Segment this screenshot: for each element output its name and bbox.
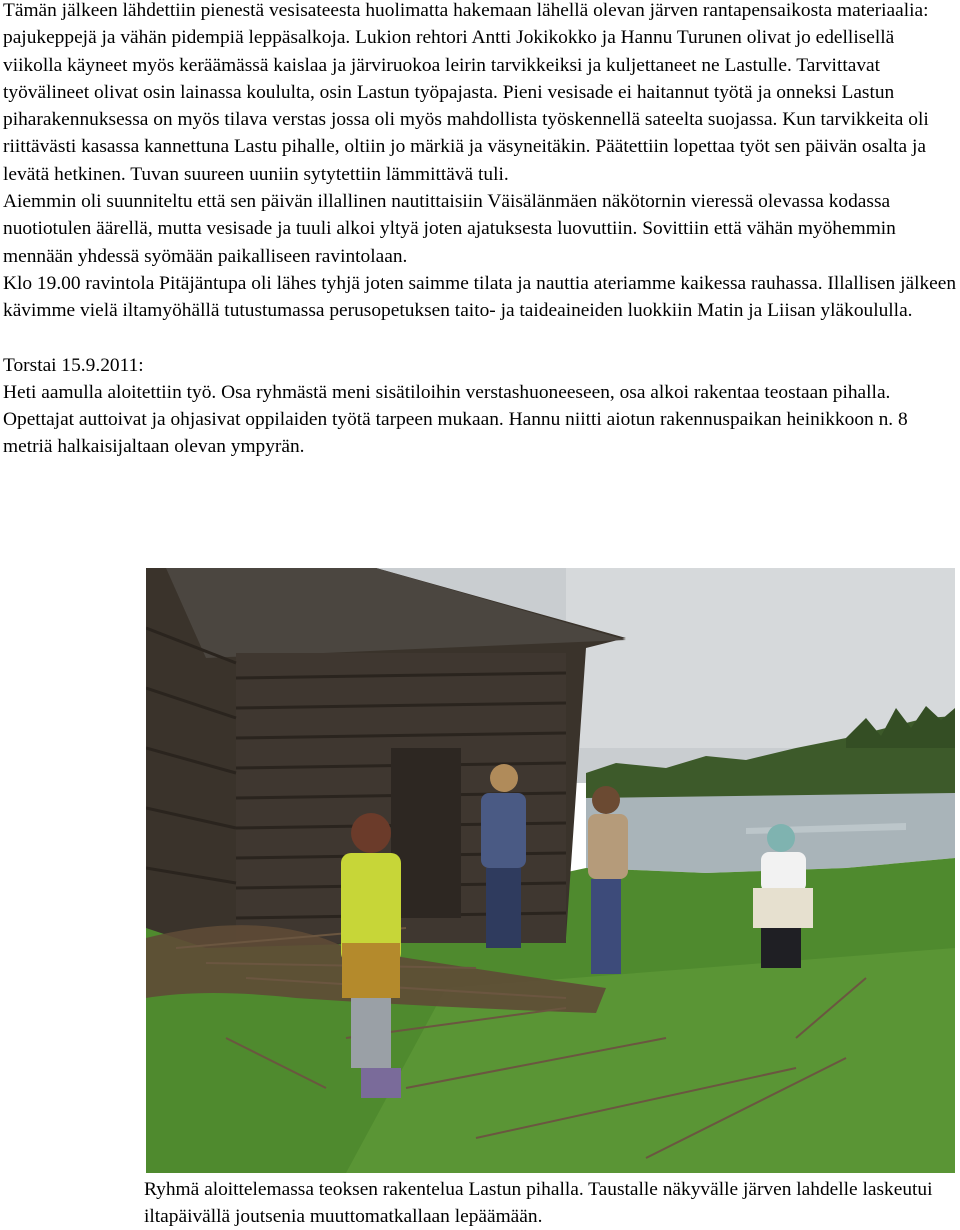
photo-barn-yard <box>146 568 955 1173</box>
paragraph-2: Aiemmin oli suunniteltu että sen päivän illallinen nautittaisiin Väisälänmäen näkötornin vieressä olevassa kodassa nuotiotulen äärellä, mutta vesisade ja tuuli alkoi yltyä joten ajatuksesta luovuttiin. Sovittiin että vähän myöhemmin mennään yhdessä syömään paikalliseen ravintolaan. <box>3 191 896 267</box>
paragraph-1: Tämän jälkeen lähdettiin pienestä vesisateesta huolimatta hakemaan lähellä olevan järven rantapensaikosta materiaalia: pajukeppejä ja vähän pidempiä leppäsalkoja. Lukion rehtori Antti Jokikokko ja Hannu Turunen olivat jo edellisellä viikolla käyneet myös keräämässä kaislaa ja järviruokoa leirin tarvikkeiksi ja kuljettaneet ne Lastulle. Tarvittavat työvälineet olivat osin lainassa koululta, osin Lastun työpajasta. Pieni vesisade ei haitannut työtä ja onneksi Lastun piharakennuksessa on myös tilava verstas jossa oli myös mahdollista työskennellä sateelta suojassa. Kun tarvikkeita oli riittävästi kasassa kannettuna Lastu pihalle, oltiin jo märkiä ja väsyneitäkin. Päätettiin lopettaa työt sen päivän osalta ja levätä hetkinen. Tuvan suureen uuniin sytytettiin lämmittävä tuli. <box>3 0 929 185</box>
body-text <box>3 0 958 461</box>
paragraph-4: Heti aamulla aloitettiin työ. Osa ryhmästä meni sisätiloihin verstashuoneeseen, osa alkoi rakentaa teostaan pihalla. Opettajat auttoivat ja ohjasivat oppilaiden työtä tarpeen mukaan. Hannu niitti aiotun rakennuspaikan heinikkoon n. 8 metriä halkaisijaltaan olevan ympyrän. <box>3 381 908 458</box>
paragraph-spacer <box>3 325 958 352</box>
paragraph-3: Klo 19.00 ravintola Pitäjäntupa oli lähes tyhjä joten saimme tilata ja nauttia ateriamme kaikessa rauhassa. Illallisen jälkeen kävimme vielä iltamyöhällä tutustumassa perusopetuksen taito- ja taideaineiden luokkiin Matin ja Liisan yläkoululla. <box>3 272 957 322</box>
photo-caption: Ryhmä aloittelemassa teoksen rakentelua Lastun pihalla. Taustalle näkyvälle järven lahdelle laskeutui iltapäivällä joutsenia muuttomatkallaan lepäämään. <box>144 1179 933 1227</box>
date-heading: Torstai 15.9.2011: <box>3 354 144 376</box>
